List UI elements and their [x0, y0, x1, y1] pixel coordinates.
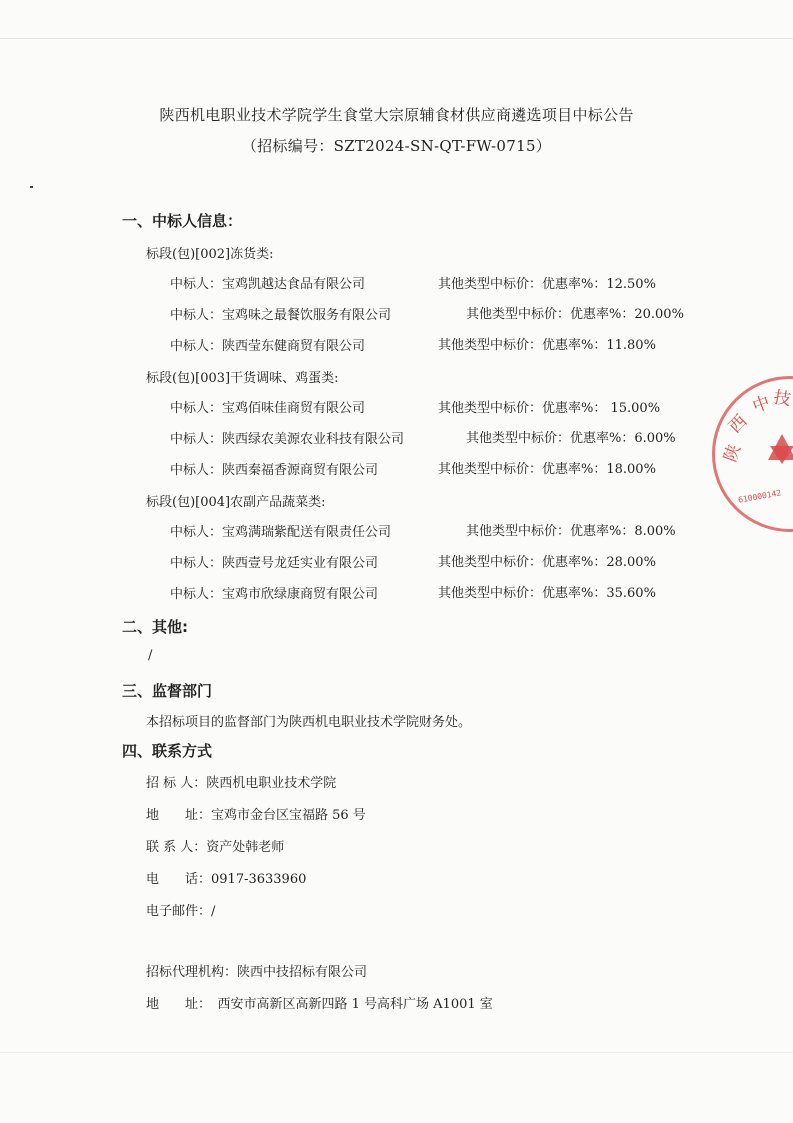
winner-name: 中标人：宝鸡味之最餐饮服务有限公司 — [170, 308, 392, 323]
stamp-char: 中 — [749, 392, 773, 418]
other-body: / — [148, 648, 153, 663]
stamp-star-icon — [770, 446, 793, 464]
winner-price: 其他类型中标价：优惠率%： 15.00% — [438, 401, 661, 416]
scan-edge-bottom — [0, 1052, 793, 1053]
agency-address: 地 址： 西安市高新区高新四路 1 号高科广场 A1001 室 — [146, 997, 493, 1012]
section-heading-contact: 四、联系方式 — [122, 742, 213, 760]
section-heading-supervision: 三、监督部门 — [122, 682, 213, 700]
contact-tenderer: 招 标 人：陕西机电职业技术学院 — [146, 776, 337, 791]
stamp-char: 西 — [725, 411, 752, 438]
winner-name: 中标人：宝鸡满瑞紫配送有限责任公司 — [170, 525, 392, 540]
lot-label: 标段(包)[002]冻货类: — [146, 247, 274, 262]
document-title: 陕西机电职业技术学院学生食堂大宗原辅食材供应商遴选项目中标公告 — [159, 106, 634, 124]
winner-name: 中标人：陕西莹东健商贸有限公司 — [170, 339, 366, 354]
winner-name: 中标人：宝鸡市欣绿康商贸有限公司 — [170, 587, 379, 602]
winner-price: 其他类型中标价：优惠率%：8.00% — [466, 524, 676, 539]
winner-name: 中标人：陕西壹号龙廷实业有限公司 — [170, 556, 379, 571]
section-heading-winners: 一、中标人信息： — [122, 212, 243, 230]
winner-price: 其他类型中标价：优惠率%：11.80% — [438, 338, 656, 353]
contact-person: 联 系 人：资产处韩老师 — [146, 840, 285, 855]
scan-edge-top — [0, 38, 793, 39]
winner-name: 中标人：陕西秦福香源商贸有限公司 — [170, 463, 379, 478]
lot-label: 标段(包)[003]干货调味、鸡蛋类: — [146, 371, 339, 386]
winner-price: 其他类型中标价：优惠率%：12.50% — [438, 277, 656, 292]
tender-number: （招标编号：SZT2024-SN-QT-FW-0715） — [241, 137, 552, 155]
agency-name: 招标代理机构：陕西中技招标有限公司 — [146, 965, 368, 980]
lot-label: 标段(包)[004]农副产品蔬菜类: — [146, 495, 326, 510]
contact-email: 电子邮件：/ — [146, 904, 216, 919]
stamp-char: 陕 — [720, 441, 746, 465]
scan-speck — [30, 186, 33, 188]
winner-price: 其他类型中标价：优惠率%：18.00% — [438, 462, 656, 477]
winner-price: 其他类型中标价：优惠率%：20.00% — [466, 307, 684, 322]
contact-phone: 电 话：0917-3633960 — [146, 872, 307, 887]
winner-price: 其他类型中标价：优惠率%：28.00% — [438, 555, 656, 570]
stamp-code: 610000142 — [737, 488, 782, 505]
winner-price: 其他类型中标价：优惠率%：35.60% — [438, 586, 656, 601]
winner-name: 中标人：陕西绿农美源农业科技有限公司 — [170, 432, 405, 447]
supervision-body: 本招标项目的监督部门为陕西机电职业技术学院财务处。 — [146, 715, 472, 730]
contact-address: 地 址：宝鸡市金台区宝福路 56 号 — [146, 808, 366, 823]
winner-price: 其他类型中标价：优惠率%：6.00% — [466, 431, 676, 446]
winner-name: 中标人：宝鸡凯越达食品有限公司 — [170, 277, 366, 292]
winner-name: 中标人：宝鸡佰味佳商贸有限公司 — [170, 401, 366, 416]
section-heading-other: 二、其他: — [122, 618, 188, 636]
stamp-char: 技 — [771, 387, 793, 411]
